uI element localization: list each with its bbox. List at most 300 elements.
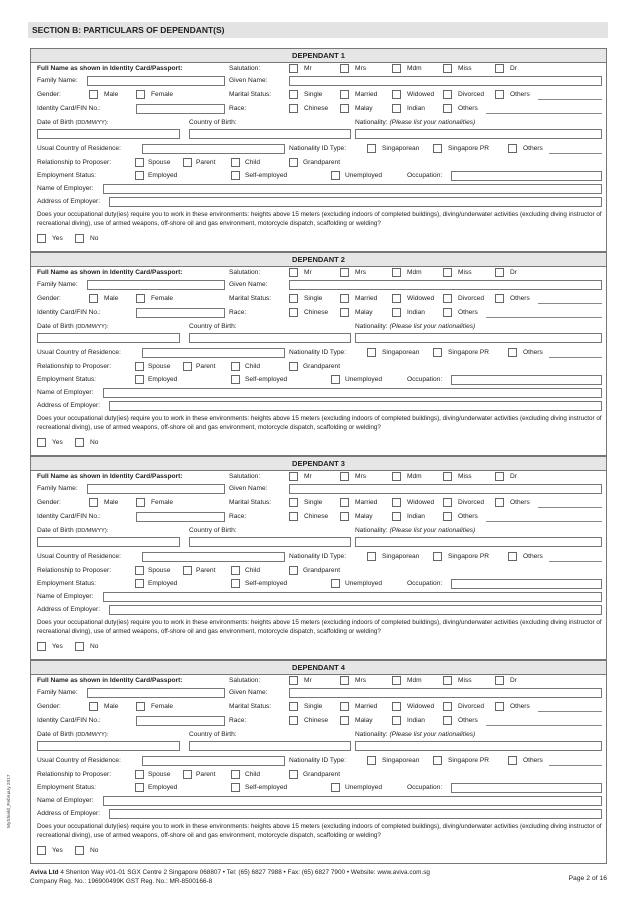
family-name-label: Family Name:: [37, 281, 78, 288]
marital-widowed-checkbox[interactable]: [392, 702, 401, 711]
salutation-dr-checkbox[interactable]: [495, 472, 504, 481]
employer-name-label: Name of Employer:: [37, 593, 94, 600]
nationality-id-type-label: Nationality ID Type:: [289, 553, 347, 560]
relationship-parent-checkbox[interactable]: [183, 158, 192, 167]
given-name-input[interactable]: [289, 280, 602, 290]
relationship-parent-checkbox[interactable]: [183, 362, 192, 371]
marital-others-field[interactable]: [538, 711, 602, 712]
family-name-label: Family Name:: [37, 77, 78, 84]
race-chinese-label: Chinese: [304, 513, 329, 520]
marital-others-field[interactable]: [538, 507, 602, 508]
gender-female-checkbox[interactable]: [136, 294, 145, 303]
salutation-mr-checkbox[interactable]: [289, 472, 298, 481]
race-others-checkbox[interactable]: [443, 512, 452, 521]
marital-married-checkbox[interactable]: [340, 294, 349, 303]
relationship-child-checkbox[interactable]: [231, 362, 240, 371]
marital-married-checkbox[interactable]: [340, 498, 349, 507]
dob-input[interactable]: [37, 741, 180, 751]
relationship-label: Relationship to Proposer:: [37, 771, 112, 778]
id-type-singaporean-checkbox[interactable]: [367, 756, 376, 765]
race-indian-checkbox[interactable]: [392, 104, 401, 113]
risk-no-checkbox[interactable]: [75, 846, 84, 855]
employment-self-employed-label: Self-employed: [245, 580, 288, 587]
gender-female-checkbox[interactable]: [136, 702, 145, 711]
gender-male-label: Male: [104, 295, 119, 302]
marital-single-checkbox[interactable]: [289, 498, 298, 507]
relationship-grandparent-label: Grandparent: [303, 159, 341, 166]
dependant-3-block: [30, 456, 607, 660]
race-indian-checkbox[interactable]: [392, 512, 401, 521]
nationality-id-type-label: Nationality ID Type:: [289, 349, 347, 356]
race-malay-checkbox[interactable]: [340, 716, 349, 725]
employer-address-input[interactable]: [109, 605, 602, 615]
family-name-input[interactable]: [87, 688, 225, 698]
id-type-others-checkbox[interactable]: [508, 144, 517, 153]
employment-unemployed-label: Unemployed: [345, 580, 383, 587]
id-no-label: Identity Card/FIN No.:: [37, 105, 101, 112]
risk-yes-label: Yes: [52, 643, 63, 650]
relationship-spouse-checkbox[interactable]: [135, 566, 144, 575]
race-malay-checkbox[interactable]: [340, 104, 349, 113]
race-indian-label: Indian: [407, 513, 425, 520]
family-name-label: Family Name:: [37, 485, 78, 492]
id-type-pr-checkbox[interactable]: [433, 756, 442, 765]
marital-divorced-checkbox[interactable]: [443, 294, 452, 303]
relationship-parent-label: Parent: [196, 771, 216, 778]
salutation-mdm-checkbox[interactable]: [392, 64, 401, 73]
dob-label: Date of Birth (DD/MM/YY):: [37, 527, 109, 534]
id-type-singaporean-checkbox[interactable]: [367, 144, 376, 153]
id-type-others-label: Others: [523, 145, 543, 152]
employment-self-employed-checkbox[interactable]: [231, 783, 240, 792]
marital-divorced-label: Divorced: [458, 295, 485, 302]
race-others-checkbox[interactable]: [443, 308, 452, 317]
relationship-parent-checkbox[interactable]: [183, 566, 192, 575]
marital-married-checkbox[interactable]: [340, 702, 349, 711]
marital-widowed-label: Widowed: [407, 295, 435, 302]
id-type-pr-label: Singapore PR: [448, 757, 490, 764]
race-others-label: Others: [458, 105, 478, 112]
marital-others-label: Others: [510, 499, 530, 506]
employer-address-label: Address of Employer:: [37, 810, 101, 817]
race-label: Race:: [229, 309, 247, 316]
relationship-grandparent-checkbox[interactable]: [289, 770, 298, 779]
employment-unemployed-checkbox[interactable]: [331, 783, 340, 792]
employment-unemployed-label: Unemployed: [345, 784, 383, 791]
race-chinese-checkbox[interactable]: [289, 308, 298, 317]
marital-others-field[interactable]: [538, 99, 602, 100]
employer-name-input[interactable]: [103, 592, 602, 602]
relationship-spouse-checkbox[interactable]: [135, 362, 144, 371]
employment-self-employed-checkbox[interactable]: [231, 579, 240, 588]
marital-status-label: Marital Status:: [229, 703, 272, 710]
dob-label: Date of Birth (DD/MM/YY):: [37, 119, 109, 126]
employer-address-input[interactable]: [109, 197, 602, 207]
salutation-mr-checkbox[interactable]: [289, 268, 298, 277]
marital-widowed-checkbox[interactable]: [392, 90, 401, 99]
employment-employed-label: Employed: [148, 580, 178, 587]
salutation-label: Salutation:: [229, 677, 261, 684]
employment-status-label: Employment Status:: [37, 784, 97, 791]
employment-employed-label: Employed: [148, 172, 178, 179]
salutation-label: Salutation:: [229, 473, 261, 480]
salutation-mr-checkbox[interactable]: [289, 64, 298, 73]
id-type-others-field[interactable]: [549, 153, 602, 154]
occupation-input[interactable]: [451, 783, 602, 793]
gender-female-checkbox[interactable]: [136, 498, 145, 507]
relationship-label: Relationship to Proposer:: [37, 363, 112, 370]
marital-others-checkbox[interactable]: [495, 294, 504, 303]
full-name-label: Full Name as shown in Identity Card/Passport:: [37, 269, 183, 276]
employer-address-input[interactable]: [109, 809, 602, 819]
risk-no-label: No: [90, 439, 99, 446]
nationality-label: Nationality: (Please list your nationalities): [355, 527, 476, 534]
relationship-grandparent-label: Grandparent: [303, 771, 341, 778]
page-number: Page 2 of 16: [568, 875, 607, 882]
salutation-mrs-checkbox[interactable]: [340, 64, 349, 73]
marital-divorced-label: Divorced: [458, 499, 485, 506]
marital-others-checkbox[interactable]: [495, 498, 504, 507]
id-type-singaporean-label: Singaporean: [382, 553, 420, 560]
gender-male-label: Male: [104, 91, 119, 98]
employer-address-label: Address of Employer:: [37, 198, 101, 205]
marital-others-label: Others: [510, 295, 530, 302]
nationality-input[interactable]: [355, 333, 602, 343]
race-others-field[interactable]: [486, 113, 602, 114]
marital-single-checkbox[interactable]: [289, 90, 298, 99]
race-others-label: Others: [458, 309, 478, 316]
dependant-4-block: [30, 660, 607, 864]
gender-female-checkbox[interactable]: [136, 90, 145, 99]
id-type-singaporean-checkbox[interactable]: [367, 552, 376, 561]
salutation-miss-checkbox[interactable]: [443, 676, 452, 685]
salutation-mdm-checkbox[interactable]: [392, 268, 401, 277]
risk-no-checkbox[interactable]: [75, 438, 84, 447]
employment-employed-checkbox[interactable]: [135, 171, 144, 180]
race-others-field[interactable]: [486, 521, 602, 522]
footer-registration: Company Reg. No.: 196900499K GST Reg. No.: MR-8500166-8: [30, 878, 213, 885]
employer-name-input[interactable]: [103, 388, 602, 398]
salutation-mdm-checkbox[interactable]: [392, 472, 401, 481]
relationship-grandparent-checkbox[interactable]: [289, 158, 298, 167]
family-name-input[interactable]: [87, 280, 225, 290]
family-name-input[interactable]: [87, 484, 225, 494]
nationality-input[interactable]: [355, 537, 602, 547]
id-no-input[interactable]: [136, 512, 225, 522]
relationship-grandparent-checkbox[interactable]: [289, 362, 298, 371]
nationality-id-type-label: Nationality ID Type:: [289, 757, 347, 764]
employment-unemployed-checkbox[interactable]: [331, 579, 340, 588]
id-no-input[interactable]: [136, 716, 225, 726]
residence-input[interactable]: [142, 756, 285, 766]
given-name-label: Given Name:: [229, 77, 268, 84]
salutation-mrs-label: Mrs: [355, 677, 366, 684]
id-type-pr-checkbox[interactable]: [433, 144, 442, 153]
marital-widowed-label: Widowed: [407, 91, 435, 98]
gender-label: Gender:: [37, 91, 61, 98]
residence-label: Usual Country of Residence:: [37, 145, 121, 152]
employment-unemployed-label: Unemployed: [345, 376, 383, 383]
id-type-pr-label: Singapore PR: [448, 553, 490, 560]
marital-status-label: Marital Status:: [229, 91, 272, 98]
marital-divorced-label: Divorced: [458, 91, 485, 98]
employment-employed-checkbox[interactable]: [135, 579, 144, 588]
employment-self-employed-label: Self-employed: [245, 784, 288, 791]
marital-widowed-label: Widowed: [407, 499, 435, 506]
employer-name-input[interactable]: [103, 796, 602, 806]
race-malay-label: Malay: [355, 513, 373, 520]
employer-name-label: Name of Employer:: [37, 389, 94, 396]
relationship-child-label: Child: [245, 159, 261, 166]
nationality-input[interactable]: [355, 129, 602, 139]
given-name-label: Given Name:: [229, 485, 268, 492]
id-no-input[interactable]: [136, 308, 225, 318]
dob-input[interactable]: [37, 537, 180, 547]
marital-widowed-checkbox[interactable]: [392, 294, 401, 303]
id-type-others-checkbox[interactable]: [508, 348, 517, 357]
form-code: MyShield_February 2017: [7, 774, 12, 828]
salutation-mdm-label: Mdm: [407, 269, 422, 276]
id-type-others-checkbox[interactable]: [508, 756, 517, 765]
race-malay-checkbox[interactable]: [340, 308, 349, 317]
marital-married-label: Married: [355, 91, 378, 98]
relationship-spouse-label: Spouse: [148, 567, 171, 574]
id-type-pr-label: Singapore PR: [448, 145, 490, 152]
risk-no-checkbox[interactable]: [75, 642, 84, 651]
id-no-input[interactable]: [136, 104, 225, 114]
relationship-child-label: Child: [245, 567, 261, 574]
gender-male-label: Male: [104, 499, 119, 506]
marital-divorced-checkbox[interactable]: [443, 90, 452, 99]
employer-name-label: Name of Employer:: [37, 185, 94, 192]
gender-label: Gender:: [37, 499, 61, 506]
race-chinese-label: Chinese: [304, 105, 329, 112]
marital-single-checkbox[interactable]: [289, 702, 298, 711]
occupational-risk-question: Does your occupational duty(ies) require you to work in these environments: heights above 15 meters (excluding indoors of completed buildings), diving/underwater activities (excluding diving instructor of recreational diving), use of armed weapons, off-shore oil and gas environment, motorcycle dispatch, scaffolding or welding?: [37, 619, 602, 635]
country-of-birth-input[interactable]: [189, 741, 351, 751]
occupation-input[interactable]: [451, 375, 602, 385]
employer-name-input[interactable]: [103, 184, 602, 194]
id-type-others-field[interactable]: [549, 765, 602, 766]
salutation-mrs-label: Mrs: [355, 269, 366, 276]
salutation-dr-checkbox[interactable]: [495, 268, 504, 277]
country-of-birth-input[interactable]: [189, 333, 351, 343]
residence-input[interactable]: [142, 552, 285, 562]
country-of-birth-input[interactable]: [189, 537, 351, 547]
risk-yes-checkbox[interactable]: [37, 438, 46, 447]
employer-address-input[interactable]: [109, 401, 602, 411]
relationship-child-checkbox[interactable]: [231, 158, 240, 167]
employment-status-label: Employment Status:: [37, 376, 97, 383]
section-title: SECTION B: PARTICULARS OF DEPENDANT(S): [28, 22, 608, 38]
country-of-birth-input[interactable]: [189, 129, 351, 139]
marital-others-label: Others: [510, 91, 530, 98]
occupation-label: Occupation:: [407, 376, 443, 383]
country-of-birth-label: Country of Birth:: [189, 119, 237, 126]
dependant-heading: DEPENDANT 4: [31, 661, 606, 675]
dob-input[interactable]: [37, 333, 180, 343]
employer-address-label: Address of Employer:: [37, 402, 101, 409]
country-of-birth-label: Country of Birth:: [189, 731, 237, 738]
marital-others-field[interactable]: [538, 303, 602, 304]
relationship-spouse-label: Spouse: [148, 363, 171, 370]
employment-status-label: Employment Status:: [37, 172, 97, 179]
dob-input[interactable]: [37, 129, 180, 139]
race-others-label: Others: [458, 717, 478, 724]
gender-male-checkbox[interactable]: [89, 498, 98, 507]
salutation-mdm-checkbox[interactable]: [392, 676, 401, 685]
gender-label: Gender:: [37, 703, 61, 710]
employment-unemployed-checkbox[interactable]: [331, 171, 340, 180]
race-indian-label: Indian: [407, 309, 425, 316]
id-type-pr-checkbox[interactable]: [433, 552, 442, 561]
marital-widowed-checkbox[interactable]: [392, 498, 401, 507]
race-chinese-checkbox[interactable]: [289, 716, 298, 725]
salutation-dr-label: Dr: [510, 269, 517, 276]
gender-male-checkbox[interactable]: [89, 294, 98, 303]
marital-married-label: Married: [355, 703, 378, 710]
salutation-mdm-label: Mdm: [407, 677, 422, 684]
race-malay-label: Malay: [355, 717, 373, 724]
family-name-input[interactable]: [87, 76, 225, 86]
id-type-singaporean-checkbox[interactable]: [367, 348, 376, 357]
gender-female-label: Female: [151, 499, 173, 506]
marital-divorced-checkbox[interactable]: [443, 702, 452, 711]
salutation-mrs-checkbox[interactable]: [340, 268, 349, 277]
salutation-dr-checkbox[interactable]: [495, 676, 504, 685]
given-name-input[interactable]: [289, 484, 602, 494]
relationship-parent-label: Parent: [196, 567, 216, 574]
risk-yes-label: Yes: [52, 439, 63, 446]
salutation-mrs-label: Mrs: [355, 473, 366, 480]
race-chinese-checkbox[interactable]: [289, 104, 298, 113]
marital-divorced-label: Divorced: [458, 703, 485, 710]
race-chinese-label: Chinese: [304, 717, 329, 724]
employment-unemployed-label: Unemployed: [345, 172, 383, 179]
dependant-heading: DEPENDANT 1: [31, 49, 606, 63]
race-malay-label: Malay: [355, 309, 373, 316]
race-others-label: Others: [458, 513, 478, 520]
relationship-parent-checkbox[interactable]: [183, 770, 192, 779]
salutation-miss-checkbox[interactable]: [443, 64, 452, 73]
risk-no-label: No: [90, 235, 99, 242]
occupation-input[interactable]: [451, 579, 602, 589]
id-type-others-label: Others: [523, 349, 543, 356]
race-label: Race:: [229, 513, 247, 520]
id-type-others-field[interactable]: [549, 561, 602, 562]
occupational-risk-question: Does your occupational duty(ies) require you to work in these environments: heights above 15 meters (excluding indoors of completed buildings), diving/underwater activities (excluding diving instructor of recreational diving), use of armed weapons, off-shore oil and gas environment, motorcycle dispatch, scaffolding or welding?: [37, 415, 602, 431]
employment-employed-label: Employed: [148, 376, 178, 383]
salutation-mr-checkbox[interactable]: [289, 676, 298, 685]
employment-unemployed-checkbox[interactable]: [331, 375, 340, 384]
race-indian-checkbox[interactable]: [392, 308, 401, 317]
race-chinese-checkbox[interactable]: [289, 512, 298, 521]
race-chinese-label: Chinese: [304, 309, 329, 316]
footer: [30, 868, 430, 886]
dependant-heading: DEPENDANT 3: [31, 457, 606, 471]
race-others-field[interactable]: [486, 317, 602, 318]
dob-label: Date of Birth (DD/MM/YY):: [37, 731, 109, 738]
risk-no-checkbox[interactable]: [75, 234, 84, 243]
marital-married-checkbox[interactable]: [340, 90, 349, 99]
race-others-field[interactable]: [486, 725, 602, 726]
given-name-label: Given Name:: [229, 281, 268, 288]
relationship-spouse-checkbox[interactable]: [135, 158, 144, 167]
salutation-miss-checkbox[interactable]: [443, 472, 452, 481]
marital-others-checkbox[interactable]: [495, 90, 504, 99]
race-others-checkbox[interactable]: [443, 716, 452, 725]
nationality-input[interactable]: [355, 741, 602, 751]
risk-yes-checkbox[interactable]: [37, 234, 46, 243]
id-type-others-checkbox[interactable]: [508, 552, 517, 561]
race-indian-checkbox[interactable]: [392, 716, 401, 725]
salutation-miss-checkbox[interactable]: [443, 268, 452, 277]
id-type-others-field[interactable]: [549, 357, 602, 358]
marital-others-label: Others: [510, 703, 530, 710]
id-type-others-label: Others: [523, 757, 543, 764]
employment-self-employed-checkbox[interactable]: [231, 375, 240, 384]
salutation-mrs-checkbox[interactable]: [340, 676, 349, 685]
employment-self-employed-checkbox[interactable]: [231, 171, 240, 180]
relationship-child-checkbox[interactable]: [231, 770, 240, 779]
risk-yes-checkbox[interactable]: [37, 642, 46, 651]
marital-divorced-checkbox[interactable]: [443, 498, 452, 507]
race-others-checkbox[interactable]: [443, 104, 452, 113]
country-of-birth-label: Country of Birth:: [189, 527, 237, 534]
employment-employed-checkbox[interactable]: [135, 783, 144, 792]
gender-male-checkbox[interactable]: [89, 90, 98, 99]
risk-yes-label: Yes: [52, 235, 63, 242]
relationship-parent-label: Parent: [196, 363, 216, 370]
employment-employed-checkbox[interactable]: [135, 375, 144, 384]
salutation-dr-checkbox[interactable]: [495, 64, 504, 73]
relationship-spouse-checkbox[interactable]: [135, 770, 144, 779]
relationship-grandparent-checkbox[interactable]: [289, 566, 298, 575]
marital-single-checkbox[interactable]: [289, 294, 298, 303]
id-type-pr-checkbox[interactable]: [433, 348, 442, 357]
occupation-label: Occupation:: [407, 580, 443, 587]
relationship-child-checkbox[interactable]: [231, 566, 240, 575]
residence-input[interactable]: [142, 348, 285, 358]
marital-others-checkbox[interactable]: [495, 702, 504, 711]
given-name-input[interactable]: [289, 688, 602, 698]
risk-yes-checkbox[interactable]: [37, 846, 46, 855]
nationality-id-type-label: Nationality ID Type:: [289, 145, 347, 152]
salutation-mdm-label: Mdm: [407, 473, 422, 480]
occupation-label: Occupation:: [407, 784, 443, 791]
gender-male-checkbox[interactable]: [89, 702, 98, 711]
given-name-input[interactable]: [289, 76, 602, 86]
marital-status-label: Marital Status:: [229, 499, 272, 506]
marital-married-label: Married: [355, 295, 378, 302]
occupational-risk-question: Does your occupational duty(ies) require you to work in these environments: heights above 15 meters (excluding indoors of completed buildings), diving/underwater activities (excluding diving instructor of recreational diving), use of armed weapons, off-shore oil and gas environment, motorcycle dispatch, scaffolding or welding?: [37, 211, 602, 227]
id-type-singaporean-label: Singaporean: [382, 349, 420, 356]
full-name-label: Full Name as shown in Identity Card/Passport:: [37, 473, 183, 480]
race-malay-checkbox[interactable]: [340, 512, 349, 521]
employment-status-label: Employment Status:: [37, 580, 97, 587]
salutation-mrs-checkbox[interactable]: [340, 472, 349, 481]
salutation-miss-label: Miss: [458, 473, 472, 480]
gender-male-label: Male: [104, 703, 119, 710]
salutation-mr-label: Mr: [304, 269, 312, 276]
residence-input[interactable]: [142, 144, 285, 154]
family-name-label: Family Name:: [37, 689, 78, 696]
occupation-input[interactable]: [451, 171, 602, 181]
relationship-label: Relationship to Proposer:: [37, 567, 112, 574]
id-type-others-label: Others: [523, 553, 543, 560]
relationship-parent-label: Parent: [196, 159, 216, 166]
given-name-label: Given Name:: [229, 689, 268, 696]
